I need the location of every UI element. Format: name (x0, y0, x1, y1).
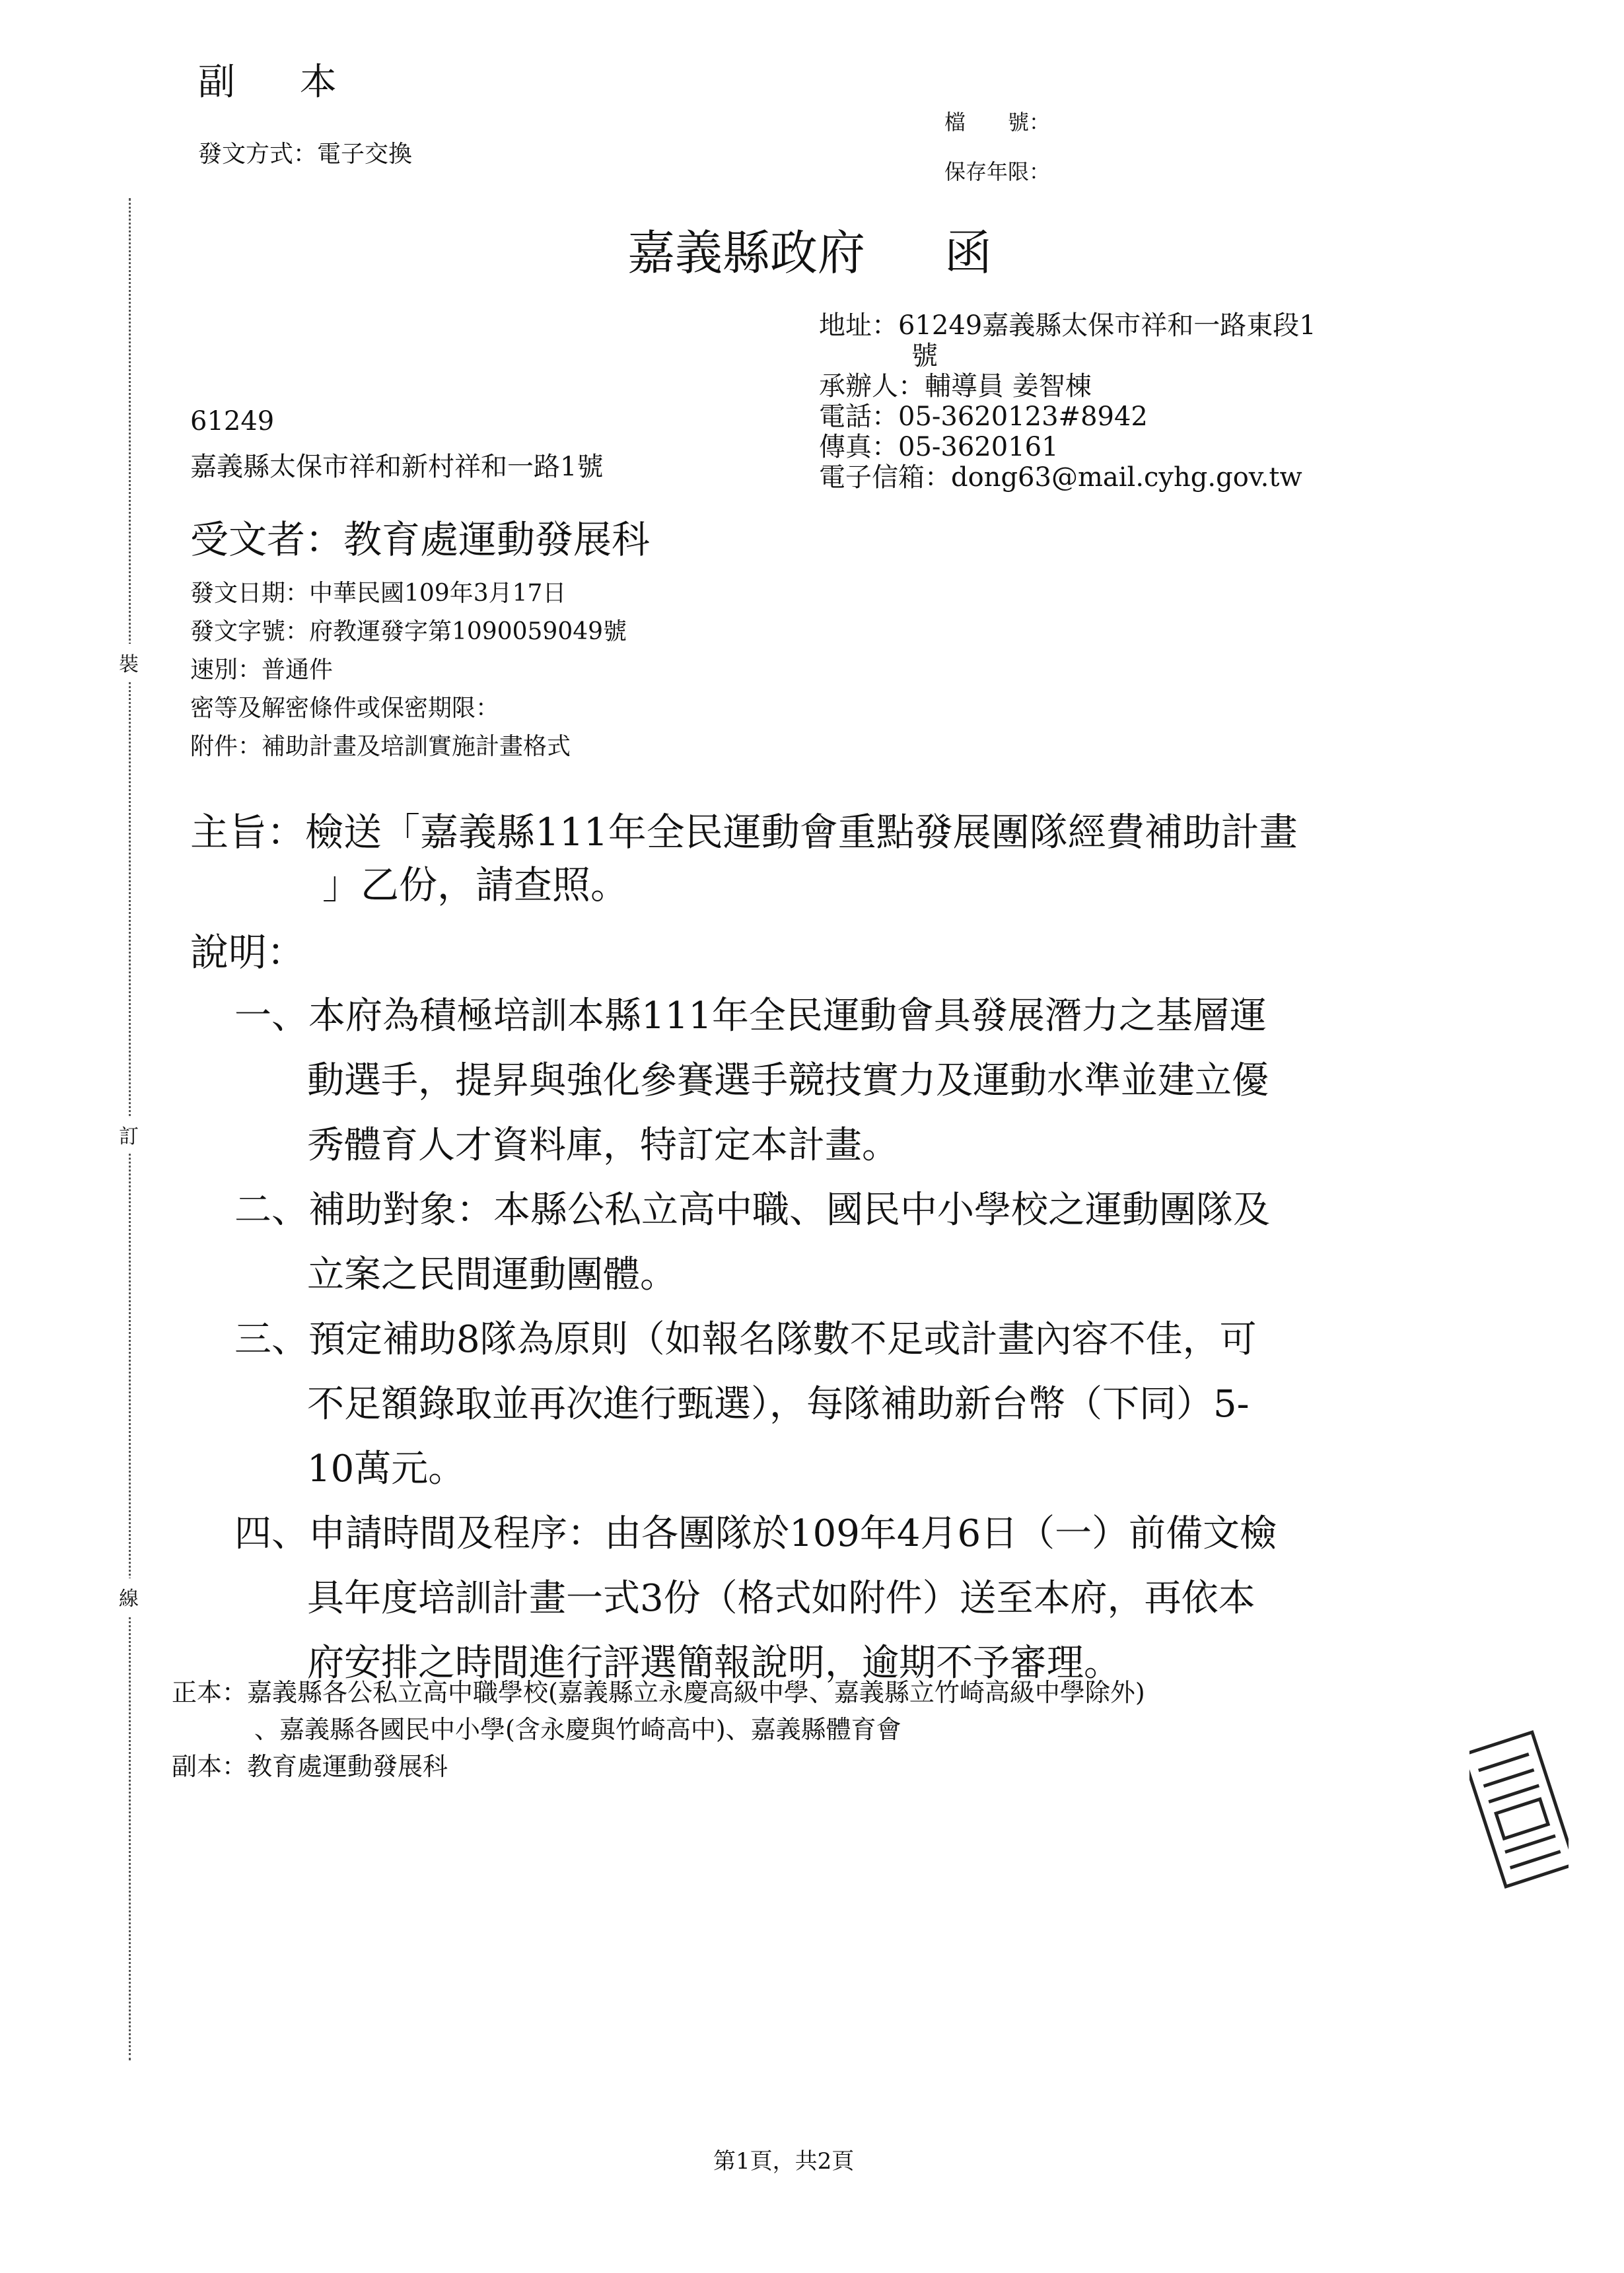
item-line: 二、補助對象：本縣公私立高中職、國民中小學校之運動團隊及 (234, 1189, 1270, 1232)
item-line: 四、申請時間及程序：由各團隊於109年4月6日（一）前備文檢 (234, 1512, 1277, 1555)
classification: 密等及解密條件或保密期限： (190, 695, 500, 722)
sender-fax: 傳真：05-3620161 (819, 432, 1059, 462)
sender-handler: 承辦人：輔導員 姜智棟 (819, 371, 1092, 402)
distribution-list (172, 1674, 1145, 1785)
sender-address-line2: 號 (911, 341, 938, 371)
binding-mark-staple: 訂 (119, 1116, 139, 1153)
delivery-speed: 速別：普通件 (190, 656, 334, 683)
sender-email: 電子信箱：dong63@mail.cyhg.gov.tw (819, 462, 1302, 493)
document-number: 發文字號：府教運發字第1090059049號 (190, 618, 627, 645)
binding-mark-bind: 裝 (119, 644, 139, 681)
binding-mark-line: 線 (119, 1578, 139, 1615)
item-line: 動選手，提昇與強化參賽選手競技實力及運動水準並建立優 (307, 1059, 1269, 1102)
issuing-agency: 嘉義縣政府 (627, 225, 866, 281)
document-metadata (190, 575, 627, 766)
attachment: 附件：補助計畫及培訓實施計畫格式 (190, 733, 571, 760)
recipient-address: 嘉義縣太保市祥和新村祥和一路1號 (190, 452, 604, 482)
item-line: 一、本府為積極培訓本縣111年全民運動會具發展潛力之基層運 (234, 995, 1267, 1037)
description-items (234, 984, 1277, 1696)
official-stamp-icon (1469, 1727, 1569, 1892)
description-item (234, 984, 1277, 1178)
distribution-main: 正本：嘉義縣各公私立高中職學校(嘉義縣立永慶高級中學、嘉義縣立竹崎高級中學除外) (172, 1678, 1145, 1707)
document-type: 函 (944, 225, 993, 281)
sender-contact-block (819, 310, 1316, 493)
item-line: 秀體育人才資料庫，特訂定本計畫。 (307, 1124, 899, 1167)
subject-section (190, 806, 1298, 911)
description-item (234, 1178, 1277, 1308)
item-line: 府安排之時間進行評選簡報說明，逾期不予審理。 (307, 1642, 1121, 1685)
copy-label: 副 本 (198, 61, 363, 104)
description-item (234, 1502, 1277, 1696)
send-method: 發文方式：電子交換 (198, 141, 413, 168)
sender-address-line1: 地址：61249嘉義縣太保市祥和一路東段1 (819, 310, 1316, 341)
recipient: 受文者：教育處運動發展科 (190, 517, 651, 562)
item-line: 具年度培訓計畫一式3份（格式如附件）送至本府，再依本 (307, 1577, 1255, 1620)
issue-date: 發文日期：中華民國109年3月17日 (190, 580, 567, 607)
sender-phone: 電話：05-3620123#8942 (819, 402, 1148, 432)
description-item (234, 1308, 1277, 1502)
file-number-label: 檔 號： (944, 110, 1051, 135)
document-title (627, 215, 992, 283)
distribution-main-continued: 、嘉義縣各國民中小學(含永慶與竹崎高中)、嘉義縣體育會 (254, 1715, 901, 1744)
distribution-copy: 副本：教育處運動發展科 (172, 1752, 448, 1781)
page-number: 第1頁，共2頁 (713, 2148, 855, 2175)
item-line: 立案之民間運動團體。 (307, 1253, 677, 1296)
description-heading: 說明： (190, 930, 306, 975)
retention-period-label: 保存年限： (944, 159, 1051, 184)
subject-line: 」乙份，請查照。 (322, 862, 629, 907)
recipient-zip: 61249 (190, 406, 275, 437)
subject-line: 主旨：檢送「嘉義縣111年全民運動會重點發展團隊經費補助計畫 (190, 810, 1298, 855)
item-line: 三、預定補助8隊為原則（如報名隊數不足或計畫內容不佳，可 (234, 1318, 1257, 1361)
item-line: 不足額錄取並再次進行甄選），每隊補助新台幣（下同）5- (307, 1383, 1250, 1426)
item-line: 10萬元。 (307, 1448, 466, 1490)
